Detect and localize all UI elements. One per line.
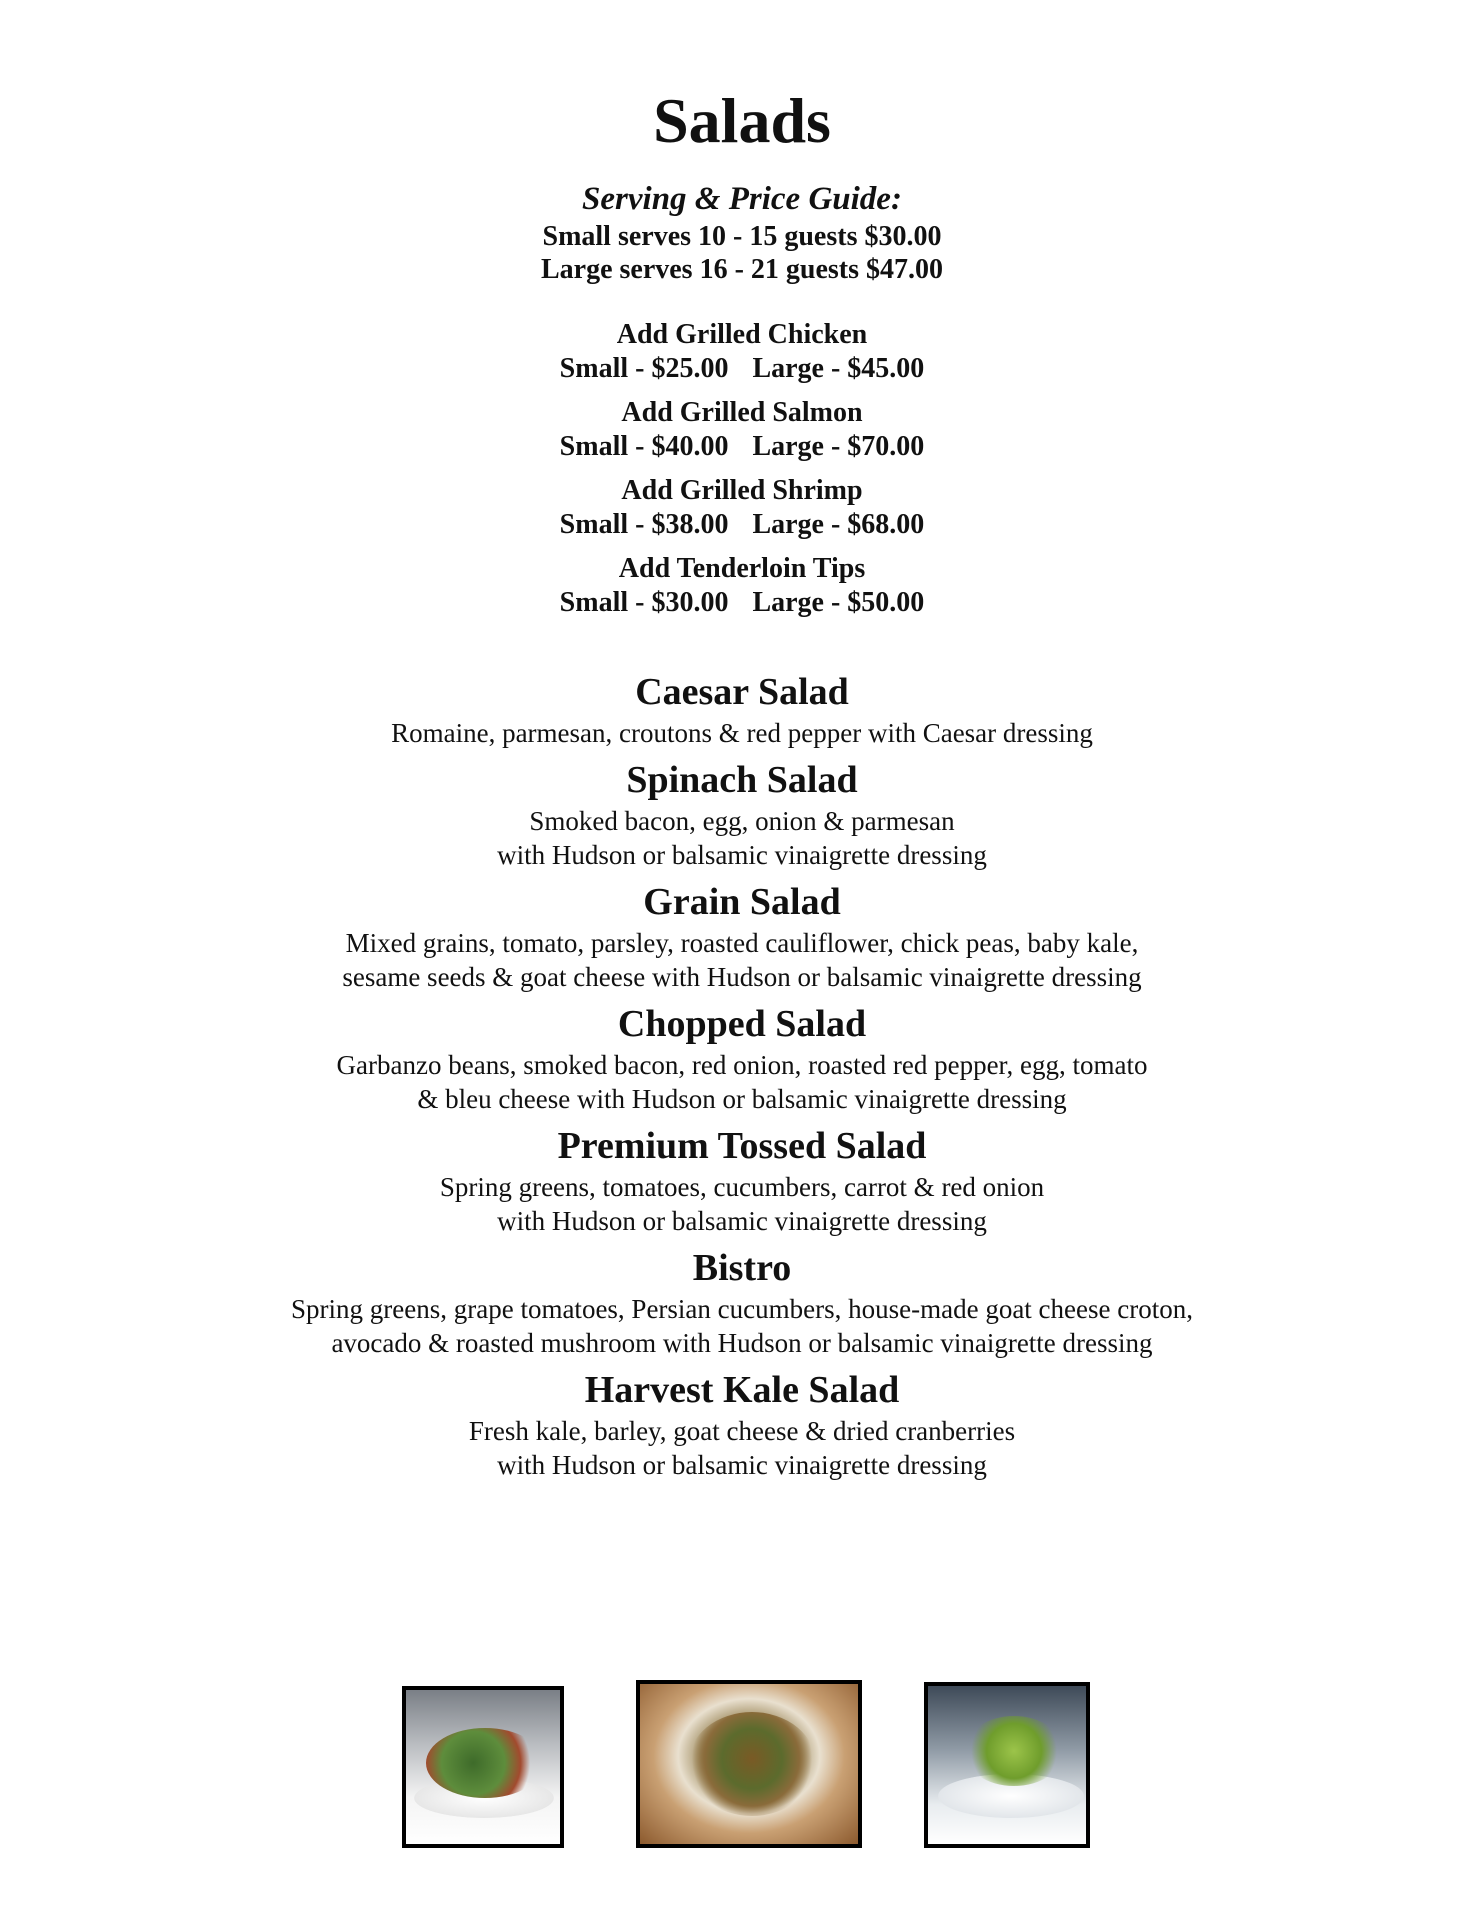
- salad-item-spinach: [0, 756, 1484, 872]
- addon-prices: [0, 508, 1484, 542]
- addon-item: [0, 474, 1484, 542]
- salad-name: Harvest Kale Salad: [584, 1369, 900, 1411]
- page-title: Salads: [653, 85, 831, 156]
- salad-item-grain: [0, 878, 1484, 994]
- addon-item: [0, 396, 1484, 464]
- addon-item: [0, 318, 1484, 386]
- salad-name: Spinach Salad: [626, 759, 858, 801]
- guide-heading: Serving & Price Guide:: [582, 181, 902, 217]
- addon-small-price: Small - $30.00: [559, 587, 729, 618]
- salad-description: Fresh kale, barley, goat cheese & dried cranberries: [468, 1416, 1016, 1446]
- salad-item-harvest-kale: [0, 1366, 1484, 1482]
- salad-name: Bistro: [692, 1247, 792, 1289]
- salad-description: with Hudson or balsamic vinaigrette dressing: [497, 1450, 987, 1480]
- addon-large-price: Large - $50.00: [752, 587, 925, 618]
- serving-price-guide: [0, 178, 1484, 286]
- salad-description: Spring greens, grape tomatoes, Persian cucumbers, house-made goat cheese croton,: [291, 1294, 1193, 1324]
- salad-description: with Hudson or balsamic vinaigrette dressing: [497, 1206, 987, 1236]
- salad-description: Mixed grains, tomato, parsley, roasted cauliflower, chick peas, baby kale,: [345, 928, 1139, 958]
- addon-name: Add Tenderloin Tips: [618, 553, 866, 584]
- addon-name: Add Grilled Chicken: [616, 319, 868, 350]
- addon-prices: [0, 430, 1484, 464]
- salad-description: sesame seeds & goat cheese with Hudson or balsamic vinaigrette dressing: [342, 962, 1142, 992]
- salad-description: avocado & roasted mushroom with Hudson or balsamic vinaigrette dressing: [331, 1328, 1153, 1358]
- guide-large: Large serves 16 - 21 guests $47.00: [540, 254, 944, 285]
- salad-description: Smoked bacon, egg, onion & parmesan: [529, 806, 955, 836]
- addon-name: Add Grilled Salmon: [621, 397, 863, 428]
- salad-item-bistro: [0, 1244, 1484, 1360]
- addon-small-price: Small - $38.00: [559, 509, 729, 540]
- salad-photo-1: [402, 1686, 564, 1848]
- addon-prices: [0, 352, 1484, 386]
- salad-item-chopped: [0, 1000, 1484, 1116]
- addon-item: [0, 552, 1484, 620]
- addon-small-price: Small - $40.00: [559, 431, 729, 462]
- addon-large-price: Large - $45.00: [752, 353, 925, 384]
- addon-prices: [0, 586, 1484, 620]
- salad-description: & bleu cheese with Hudson or balsamic vinaigrette dressing: [417, 1084, 1067, 1114]
- salad-item-caesar: [0, 668, 1484, 750]
- addon-large-price: Large - $70.00: [752, 431, 925, 462]
- guide-small: Small serves 10 - 15 guests $30.00: [542, 221, 942, 252]
- salad-description: Romaine, parmesan, croutons & red pepper with Caesar dressing: [391, 718, 1093, 748]
- salad-description: with Hudson or balsamic vinaigrette dressing: [497, 840, 987, 870]
- salad-description: Garbanzo beans, smoked bacon, red onion, roasted red pepper, egg, tomato: [336, 1050, 1148, 1080]
- salad-name: Chopped Salad: [617, 1003, 867, 1045]
- salad-photo-3: [924, 1682, 1090, 1848]
- salad-name: Grain Salad: [643, 881, 841, 923]
- salad-name: Caesar Salad: [635, 671, 849, 713]
- salads-list: [0, 668, 1484, 1488]
- salad-name: Premium Tossed Salad: [557, 1125, 927, 1167]
- addon-small-price: Small - $25.00: [559, 353, 729, 384]
- salad-description: Spring greens, tomatoes, cucumbers, carrot & red onion: [439, 1172, 1045, 1202]
- addons-list: [0, 318, 1484, 630]
- addon-name: Add Grilled Shrimp: [621, 475, 863, 506]
- addon-large-price: Large - $68.00: [752, 509, 925, 540]
- salad-item-premium-tossed: [0, 1122, 1484, 1238]
- salad-photo-2: [636, 1680, 862, 1848]
